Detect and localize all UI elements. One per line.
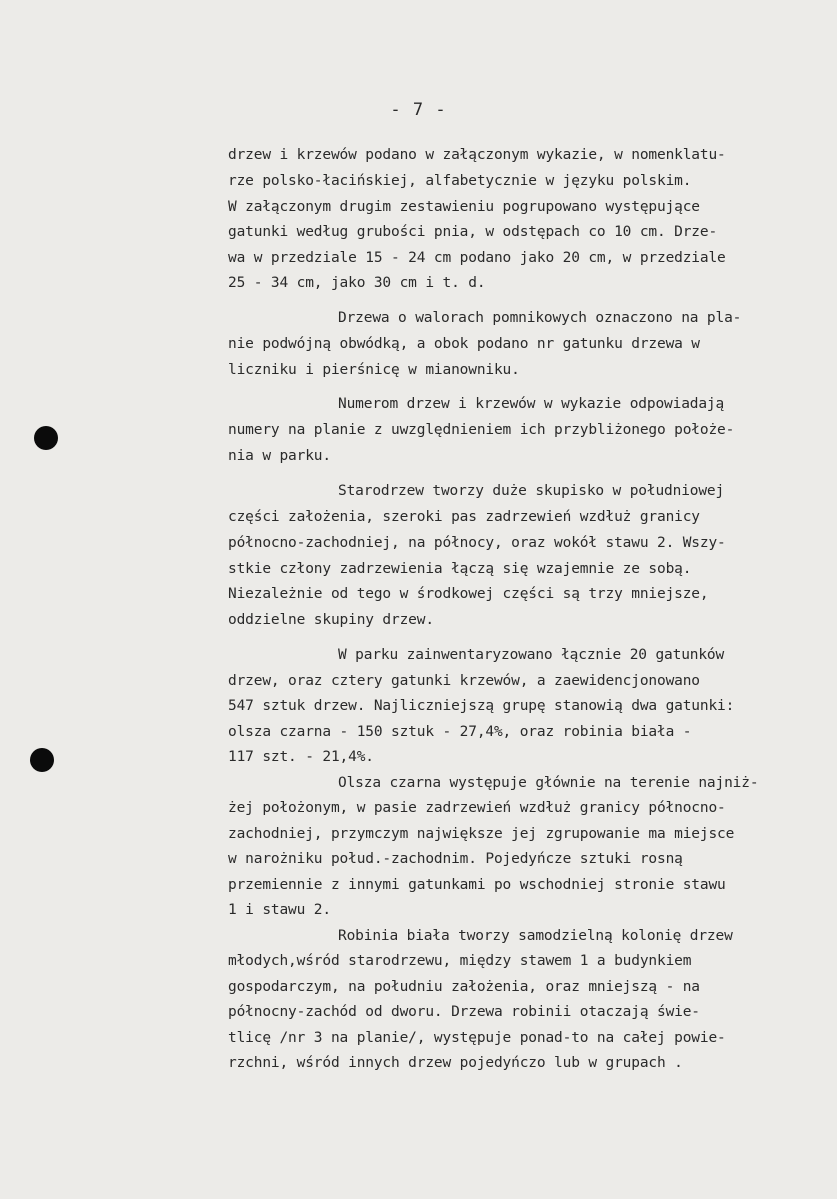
text-line: Starodrzew tworzy duże skupisko w południowej	[338, 483, 725, 499]
text-line: młodych,wśród starodrzewu, między stawem 1 a budynkiem	[228, 953, 692, 969]
text-line: zachodniej, przymczym największe jej zgrupowanie ma miejsce	[228, 826, 735, 842]
text-line: przemiennie z innymi gatunkami po wschodniej stronie stawu	[228, 877, 726, 893]
text-line: liczniku i pierśnicę w mianowniku.	[228, 362, 520, 378]
text-line: gatunki według grubości pnia, w odstępach co 10 cm. Drze-	[228, 224, 718, 240]
text-line: W załączonym drugim zestawieniu pogrupowano występujące	[228, 199, 700, 215]
text-line: żej położonym, w pasie zadrzewień wzdłuż granicy północno-	[228, 800, 726, 816]
text-line: 25 - 34 cm, jako 30 cm i t. d.	[228, 275, 486, 291]
text-line: 1 i stawu 2.	[228, 902, 331, 918]
text-line: rze polsko-łacińskiej, alfabetycznie w języku polskim.	[228, 173, 692, 189]
text-line: Robinia biała tworzy samodzielną kolonię drzew	[338, 928, 733, 944]
text-line: 547 sztuk drzew. Najliczniejszą grupę stanowią dwa gatunki:	[228, 698, 735, 714]
text-line: nia w parku.	[228, 448, 331, 464]
text-line: Niezależnie od tego w środkowej części są trzy mniejsze,	[228, 586, 709, 602]
text-line: w narożniku połud.-zachodnim. Pojedyńcze sztuki rosną	[228, 851, 683, 867]
text-line: północno-zachodniej, na północy, oraz wokół stawu 2. Wszy-	[228, 535, 726, 551]
text-line: północny-zachód od dworu. Drzewa robinii otaczają świe-	[228, 1004, 700, 1020]
text-line: Olsza czarna występuje głównie na terenie najniż-	[338, 775, 759, 791]
text-line: tlicę /nr 3 na planie/, występuje ponad-to na całej powie-	[228, 1030, 726, 1046]
text-line: Numerom drzew i krzewów w wykazie odpowiadają	[338, 396, 725, 412]
page-number: - 7 -	[390, 100, 447, 120]
text-line: rzchni, wśród innych drzew pojedyńczo lub w grupach .	[228, 1055, 683, 1071]
text-line: gospodarczym, na południu założenia, oraz mniejszą - na	[228, 979, 700, 995]
punch-hole-upper	[34, 426, 58, 450]
text-line: drzew i krzewów podano w załączonym wykazie, w nomenklatu-	[228, 147, 726, 163]
text-line: drzew, oraz cztery gatunki krzewów, a zaewidencjonowano	[228, 673, 700, 689]
text-line: 117 szt. - 21,4%.	[228, 749, 374, 765]
text-line: Drzewa o walorach pomnikowych oznaczono na pla-	[338, 310, 742, 326]
text-line: oddzielne skupiny drzew.	[228, 612, 434, 628]
text-line: W parku zainwentaryzowano łącznie 20 gatunków	[338, 647, 725, 663]
text-line: stkie człony zadrzewienia łączą się wzajemnie ze sobą.	[228, 561, 692, 577]
text-line: wa w przedziale 15 - 24 cm podano jako 20 cm, w przedziale	[228, 250, 726, 266]
punch-hole-lower	[30, 748, 54, 772]
text-line: części założenia, szeroki pas zadrzewień wzdłuż granicy	[228, 509, 700, 525]
text-line: numery na planie z uwzględnieniem ich przybliżonego położe-	[228, 422, 735, 438]
text-line: olsza czarna - 150 sztuk - 27,4%, oraz robinia biała -	[228, 724, 692, 740]
text-line: nie podwójną obwódką, a obok podano nr gatunku drzewa w	[228, 336, 700, 352]
